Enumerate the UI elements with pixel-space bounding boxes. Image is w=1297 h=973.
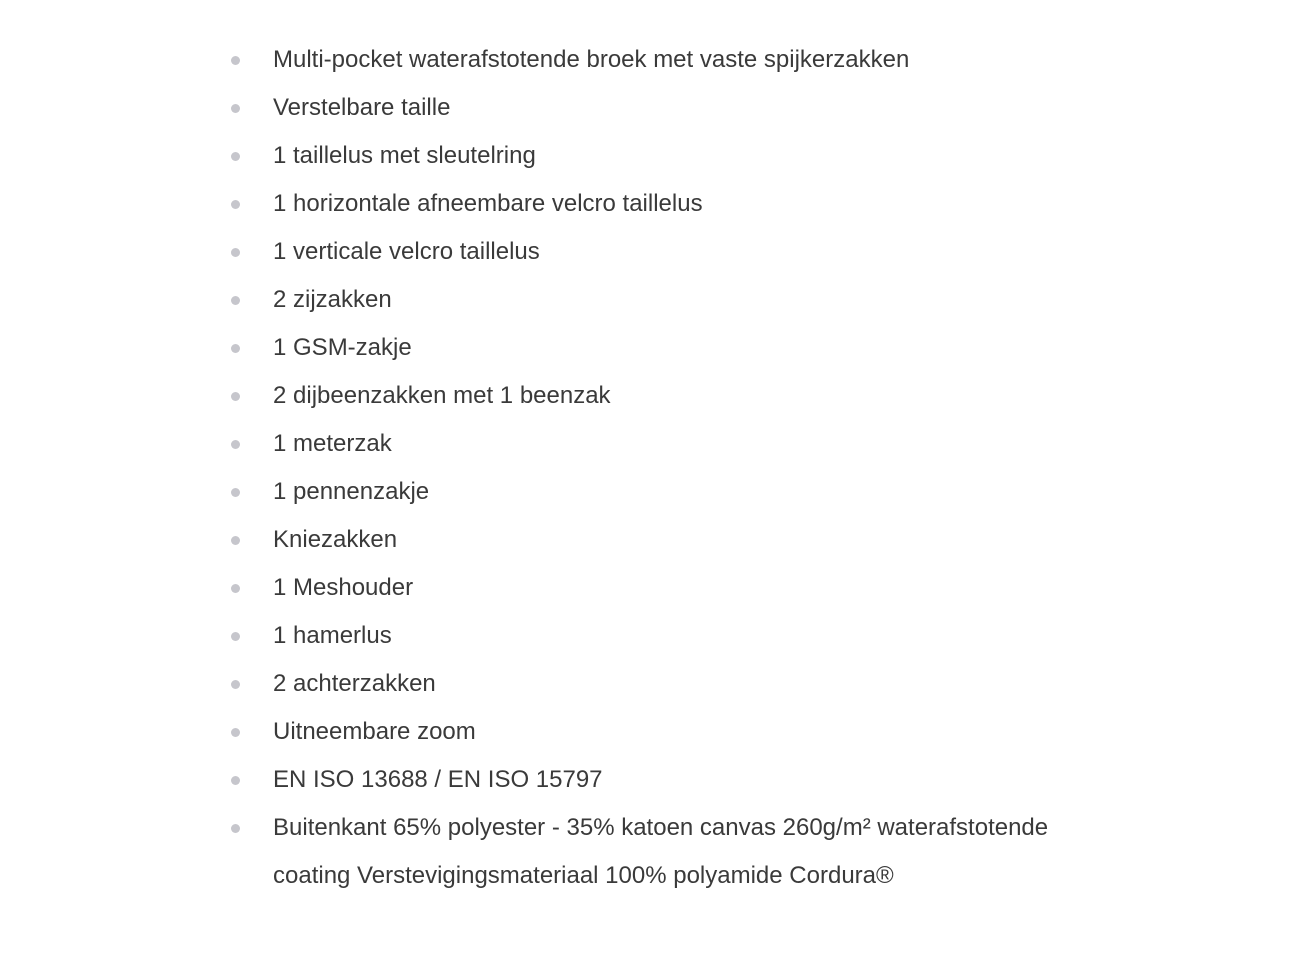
list-item bbox=[229, 276, 1129, 324]
bullet-icon bbox=[231, 440, 240, 449]
list-item bbox=[229, 36, 1129, 84]
list-item-text: Kniezakken bbox=[273, 526, 398, 553]
list-item-text: 1 GSM-zakje bbox=[273, 334, 412, 361]
list-item bbox=[229, 708, 1129, 756]
bullet-icon bbox=[231, 584, 240, 593]
list-item bbox=[229, 660, 1129, 708]
list-item-text: Multi-pocket waterafstotende broek met vaste spijkerzakken bbox=[273, 46, 910, 73]
bullet-icon bbox=[231, 680, 240, 689]
list-item-text: 1 Meshouder bbox=[273, 574, 414, 601]
bullet-icon bbox=[231, 152, 240, 161]
bullet-icon bbox=[231, 392, 240, 401]
bullet-icon bbox=[231, 248, 240, 257]
bullet-icon bbox=[231, 344, 240, 353]
list-item bbox=[229, 468, 1129, 516]
list-item bbox=[229, 804, 1129, 900]
list-item bbox=[229, 132, 1129, 180]
list-item-text: 2 zijzakken bbox=[273, 286, 392, 313]
list-item-text: 1 taillelus met sleutelring bbox=[273, 142, 536, 169]
list-item-text: 1 meterzak bbox=[273, 430, 392, 457]
list-item bbox=[229, 756, 1129, 804]
list-item bbox=[229, 564, 1129, 612]
bullet-icon bbox=[231, 200, 240, 209]
bullet-icon bbox=[231, 536, 240, 545]
list-item-text: 1 verticale velcro taillelus bbox=[273, 238, 540, 265]
list-item-text: 1 hamerlus bbox=[273, 622, 392, 649]
bullet-icon bbox=[231, 296, 240, 305]
bullet-icon bbox=[231, 824, 240, 833]
list-item bbox=[229, 324, 1129, 372]
list-item-text: EN ISO 13688 / EN ISO 15797 bbox=[273, 766, 603, 793]
bullet-icon bbox=[231, 488, 240, 497]
list-item-text: Buitenkant 65% polyester - 35% katoen canvas 260g/m² waterafstotende coating Verstevigingsmateriaal 100% polyamide Cordura® bbox=[273, 814, 1049, 889]
list-item-text: Verstelbare taille bbox=[273, 94, 451, 121]
list-item bbox=[229, 180, 1129, 228]
bullet-icon bbox=[231, 104, 240, 113]
list-item bbox=[229, 372, 1129, 420]
product-feature-list bbox=[229, 36, 1129, 900]
list-item-text: 1 pennenzakje bbox=[273, 478, 430, 505]
bullet-icon bbox=[231, 632, 240, 641]
list-item bbox=[229, 84, 1129, 132]
list-item-text: Uitneembare zoom bbox=[273, 718, 476, 745]
list-item bbox=[229, 420, 1129, 468]
list-item-text: 1 horizontale afneembare velcro taillelus bbox=[273, 190, 703, 217]
bullet-icon bbox=[231, 776, 240, 785]
bullet-icon bbox=[231, 56, 240, 65]
list-item bbox=[229, 612, 1129, 660]
list-item bbox=[229, 516, 1129, 564]
list-item-text: 2 achterzakken bbox=[273, 670, 436, 697]
bullet-icon bbox=[231, 728, 240, 737]
list-item-text: 2 dijbeenzakken met 1 beenzak bbox=[273, 382, 611, 409]
list-item bbox=[229, 228, 1129, 276]
